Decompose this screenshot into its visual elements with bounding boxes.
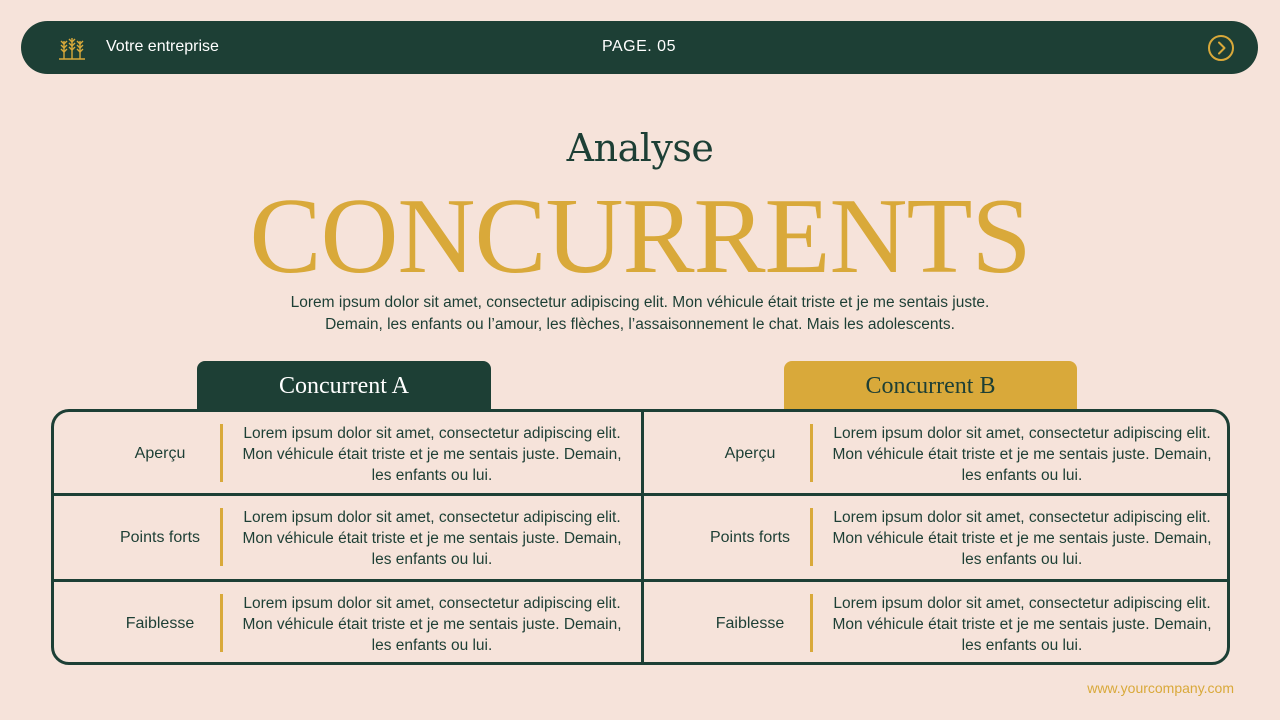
chevron-right-circle-icon[interactable] xyxy=(1207,34,1235,62)
row-text: Lorem ipsum dolor sit amet, consectetur adipiscing elit. Mon véhicule était triste et je me sentais juste. Demain, les enfants ou lui. xyxy=(242,508,622,568)
cell-b-apercu xyxy=(644,412,1230,496)
tab-concurrent-b[interactable]: Concurrent B xyxy=(784,361,1077,410)
intro-line: Demain, les enfants ou l’amour, les flèches, l’assaisonnement le chat. Mais les adolescents. xyxy=(325,316,955,333)
tab-concurrent-a[interactable]: Concurrent A xyxy=(197,361,491,410)
accent-divider xyxy=(220,594,223,652)
footer-url[interactable]: www.yourcompany.com xyxy=(1087,680,1234,696)
row-text: Lorem ipsum dolor sit amet, consectetur adipiscing elit. Mon véhicule était triste et je me sentais juste. Demain, les enfants ou lui. xyxy=(242,594,622,654)
row-label: Points forts xyxy=(709,529,791,546)
row-text: Lorem ipsum dolor sit amet, consectetur adipiscing elit. Mon véhicule était triste et je me sentais juste. Demain, les enfants ou lui. xyxy=(242,424,622,484)
accent-divider xyxy=(810,594,813,652)
cell-a-apercu xyxy=(54,412,641,496)
page-number: PAGE. 05 xyxy=(602,38,676,55)
row-label: Aperçu xyxy=(134,445,186,462)
comparison-table xyxy=(51,409,1230,665)
accent-divider xyxy=(810,424,813,482)
row-label: Points forts xyxy=(119,529,201,546)
intro-paragraph xyxy=(0,292,1280,336)
wheat-logo-icon xyxy=(57,35,87,61)
slide-title: CONCURRENTS xyxy=(249,177,1031,296)
accent-divider xyxy=(220,508,223,566)
cell-a-points-forts xyxy=(54,496,641,580)
intro-line: Lorem ipsum dolor sit amet, consectetur adipiscing elit. Mon véhicule était triste et je me sentais juste. xyxy=(290,294,990,311)
cell-b-points-forts xyxy=(644,496,1230,580)
row-label: Aperçu xyxy=(724,445,776,462)
row-label: Faiblesse xyxy=(715,615,785,632)
top-bar xyxy=(21,21,1258,74)
cell-a-faiblesse xyxy=(54,582,641,665)
row-label: Faiblesse xyxy=(125,615,195,632)
row-text: Lorem ipsum dolor sit amet, consectetur adipiscing elit. Mon véhicule était triste et je me sentais juste. Demain, les enfants ou lui. xyxy=(832,508,1212,568)
company-name: Votre entreprise xyxy=(106,38,219,55)
accent-divider xyxy=(220,424,223,482)
row-text: Lorem ipsum dolor sit amet, consectetur adipiscing elit. Mon véhicule était triste et je me sentais juste. Demain, les enfants ou lui. xyxy=(832,594,1212,654)
cell-b-faiblesse xyxy=(644,582,1230,665)
slide-subtitle: Analyse xyxy=(566,126,714,170)
row-text: Lorem ipsum dolor sit amet, consectetur adipiscing elit. Mon véhicule était triste et je me sentais juste. Demain, les enfants ou lui. xyxy=(832,424,1212,484)
accent-divider xyxy=(810,508,813,566)
